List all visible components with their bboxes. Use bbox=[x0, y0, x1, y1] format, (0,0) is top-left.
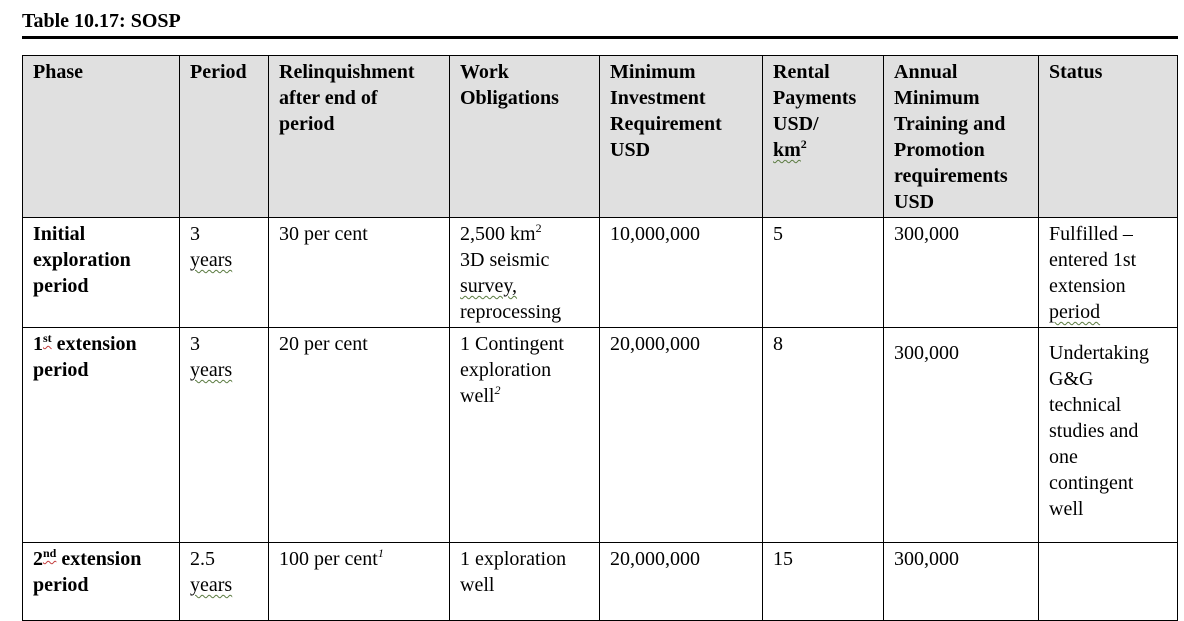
header-phase: Phase bbox=[23, 56, 180, 218]
cell-work-obligations: 1 exploration well bbox=[450, 543, 600, 621]
table-row bbox=[23, 543, 1178, 621]
cell-period: 2.5 years bbox=[180, 543, 269, 621]
header-status: Status bbox=[1039, 56, 1178, 218]
cell-rental: 8 bbox=[763, 328, 884, 543]
caption-rule bbox=[22, 36, 1178, 39]
sosp-table bbox=[22, 55, 1178, 621]
cell-rental: 5 bbox=[763, 218, 884, 328]
cell-phase: 2nd extension period bbox=[23, 543, 180, 621]
cell-phase: Initial exploration period bbox=[23, 218, 180, 328]
header-row bbox=[23, 56, 1178, 218]
cell-training: 300,000 bbox=[884, 543, 1039, 621]
header-period: Period bbox=[180, 56, 269, 218]
cell-investment: 20,000,000 bbox=[600, 543, 763, 621]
header-minimum-investment: Minimum Investment Requirement USD bbox=[600, 56, 763, 218]
header-annual-training: Annual Minimum Training and Promotion requirements USD bbox=[884, 56, 1039, 218]
cell-period: 3 years bbox=[180, 328, 269, 543]
cell-period: 3 years bbox=[180, 218, 269, 328]
cell-relinquishment: 100 per cent$^1$ bbox=[269, 543, 450, 621]
cell-rental: 15 bbox=[763, 543, 884, 621]
cell-relinquishment: 30 per cent bbox=[269, 218, 450, 328]
cell-relinquishment: 20 per cent bbox=[269, 328, 450, 543]
cell-work-obligations: 1 Contingent exploration well$^2$ bbox=[450, 328, 600, 543]
cell-training: 300,000 bbox=[884, 218, 1039, 328]
cell-phase: 1st extension period bbox=[23, 328, 180, 543]
table-caption: Table 10.17: SOSP bbox=[22, 10, 181, 32]
cell-status: Fulfilled – entered 1st extension period bbox=[1039, 218, 1178, 328]
header-rental-payments: Rental Payments USD/ $km^2$ bbox=[763, 56, 884, 218]
cell-investment: 20,000,000 bbox=[600, 328, 763, 543]
cell-investment: 10,000,000 bbox=[600, 218, 763, 328]
header-work-obligations: Work Obligations bbox=[450, 56, 600, 218]
cell-work-obligations: 2,500 $km^2$ 3D seismic survey, reprocessing bbox=[450, 218, 600, 328]
cell-training: 300,000 bbox=[884, 328, 1039, 543]
table-row bbox=[23, 328, 1178, 543]
cell-status: Undertaking G&G technical studies and one contingent well bbox=[1039, 328, 1178, 543]
cell-status bbox=[1039, 543, 1178, 621]
table-row bbox=[23, 218, 1178, 328]
header-relinquishment: Relinquishment after end of period bbox=[269, 56, 450, 218]
